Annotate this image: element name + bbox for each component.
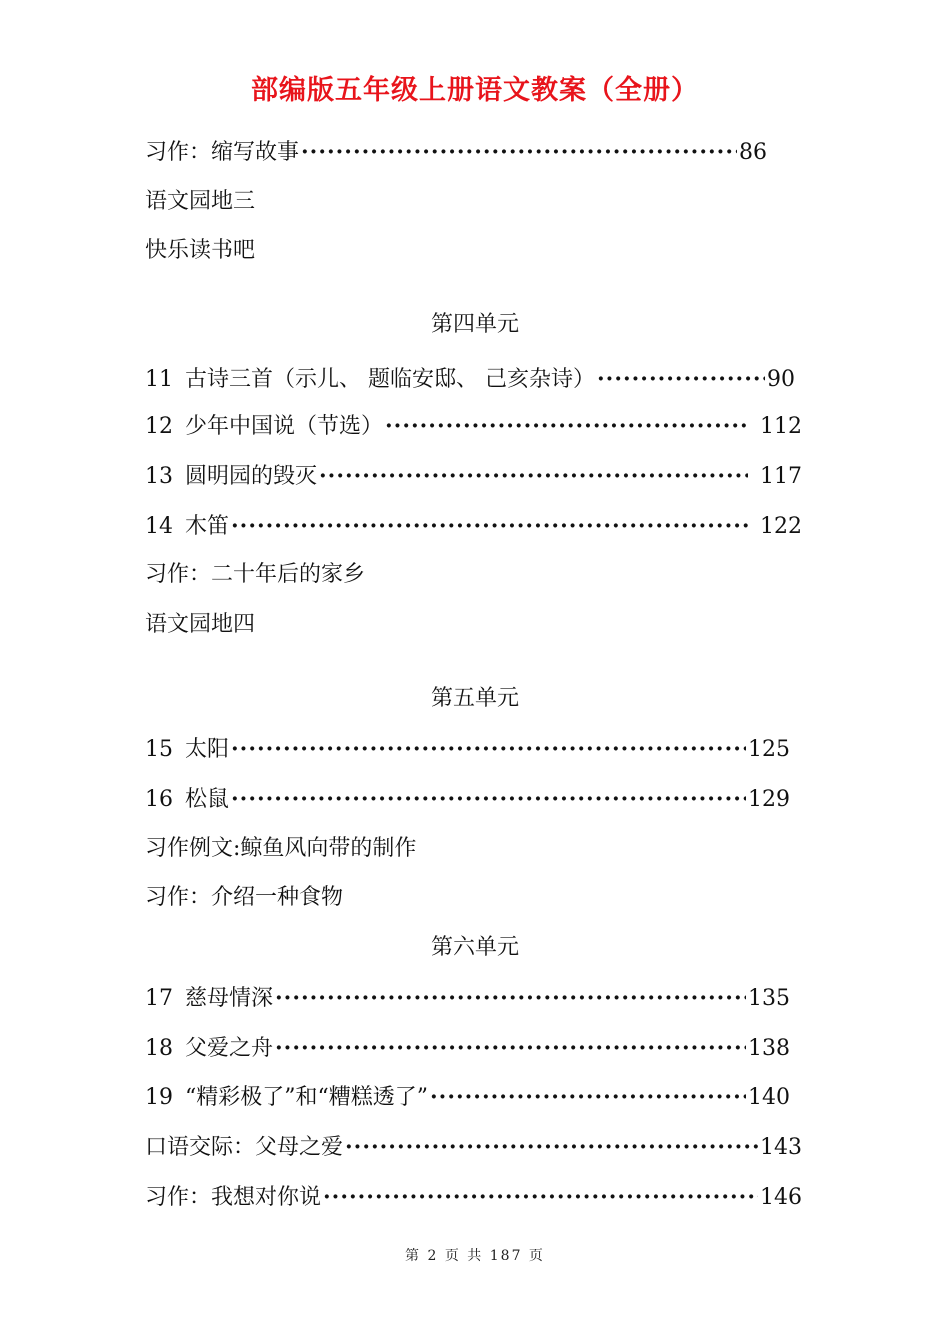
dot-leader [275, 983, 746, 1014]
toc-entry-label: 父爱之舟 [185, 1036, 274, 1061]
toc-entry [145, 1082, 790, 1113]
toc-entry-label: 太阳 [185, 737, 230, 762]
toc-entry-number: 14 [145, 514, 173, 539]
dot-leader [231, 734, 746, 765]
unit-heading: 第四单元 [430, 312, 519, 337]
toc-entry-number: 19 [145, 1085, 173, 1110]
toc-entry-page: 146 [760, 1185, 802, 1210]
toc-entry-label: 口语交际：父母之爱 [145, 1135, 344, 1160]
unit-heading: 第六单元 [430, 935, 519, 960]
toc-entry [145, 511, 802, 542]
document-title: 部编版五年级上册语文教案（全册） [251, 75, 699, 106]
toc-entry-page: 117 [760, 464, 802, 489]
toc-entry [145, 1132, 802, 1163]
toc-entry [145, 1182, 802, 1213]
toc-entry [145, 784, 790, 815]
toc-entry-label: 慈母情深 [185, 986, 274, 1011]
dot-leader [231, 784, 746, 815]
toc-entry [145, 983, 790, 1014]
toc-entry-number: 16 [145, 787, 173, 812]
dot-leader [323, 1182, 758, 1213]
toc-entry [145, 137, 767, 168]
dot-leader [430, 1082, 746, 1113]
toc-entry-page: 125 [748, 737, 790, 762]
toc-entry-label: 松鼠 [185, 787, 230, 812]
toc-entry-number: 12 [145, 414, 173, 439]
toc-entry-label: 习作：介绍一种食物 [145, 885, 344, 910]
dot-leader [385, 411, 748, 442]
toc-entry-page: 129 [748, 787, 790, 812]
toc-entry-page: 143 [760, 1135, 802, 1160]
toc-entry-label: 习作例文:鲸鱼风向带的制作 [145, 836, 417, 861]
toc-entry-page: 90 [767, 367, 795, 392]
toc-entry-number: 13 [145, 464, 173, 489]
dot-leader [231, 511, 748, 542]
toc-entry [145, 1033, 790, 1064]
toc-entry-number: 15 [145, 737, 173, 762]
toc-entry-number: 11 [145, 367, 173, 392]
dot-leader [275, 1033, 746, 1064]
toc-entry-label: “精彩极了”和“糟糕透了” [185, 1085, 428, 1110]
toc-entry-label: 习作：二十年后的家乡 [145, 562, 366, 587]
toc-entry-page: 122 [760, 514, 802, 539]
toc-entry [145, 411, 802, 442]
toc-entry-label: 木笛 [185, 514, 230, 539]
toc-entry-label: 古诗三首（示儿、 题临安邸、 己亥杂诗） [185, 367, 595, 392]
toc-entry-label: 圆明园的毁灭 [185, 464, 318, 489]
dot-leader [319, 461, 748, 492]
toc-entry-label: 语文园地四 [145, 612, 256, 637]
toc-entry-page: 140 [748, 1085, 790, 1110]
unit-heading: 第五单元 [430, 686, 519, 711]
dot-leader [301, 137, 737, 168]
dot-leader [345, 1132, 758, 1163]
toc-entry [145, 364, 795, 395]
toc-entry-label: 少年中国说（节选） [185, 414, 384, 439]
toc-entry-label: 语文园地三 [145, 189, 256, 214]
toc-entry-label: 习作：缩写故事 [145, 140, 300, 165]
toc-entry-page: 135 [748, 986, 790, 1011]
toc-entry-page: 112 [760, 414, 802, 439]
toc-entry-label: 快乐读书吧 [145, 238, 256, 263]
toc-entry [145, 734, 790, 765]
page-footer: 第 2 页 共 187 页 [405, 1248, 545, 1264]
toc-entry-page: 138 [748, 1036, 790, 1061]
toc-entry-page: 86 [739, 140, 767, 165]
toc-entry-number: 18 [145, 1036, 173, 1061]
dot-leader [597, 364, 765, 395]
toc-entry-number: 17 [145, 986, 173, 1011]
toc-entry [145, 461, 802, 492]
toc-entry-label: 习作：我想对你说 [145, 1185, 322, 1210]
